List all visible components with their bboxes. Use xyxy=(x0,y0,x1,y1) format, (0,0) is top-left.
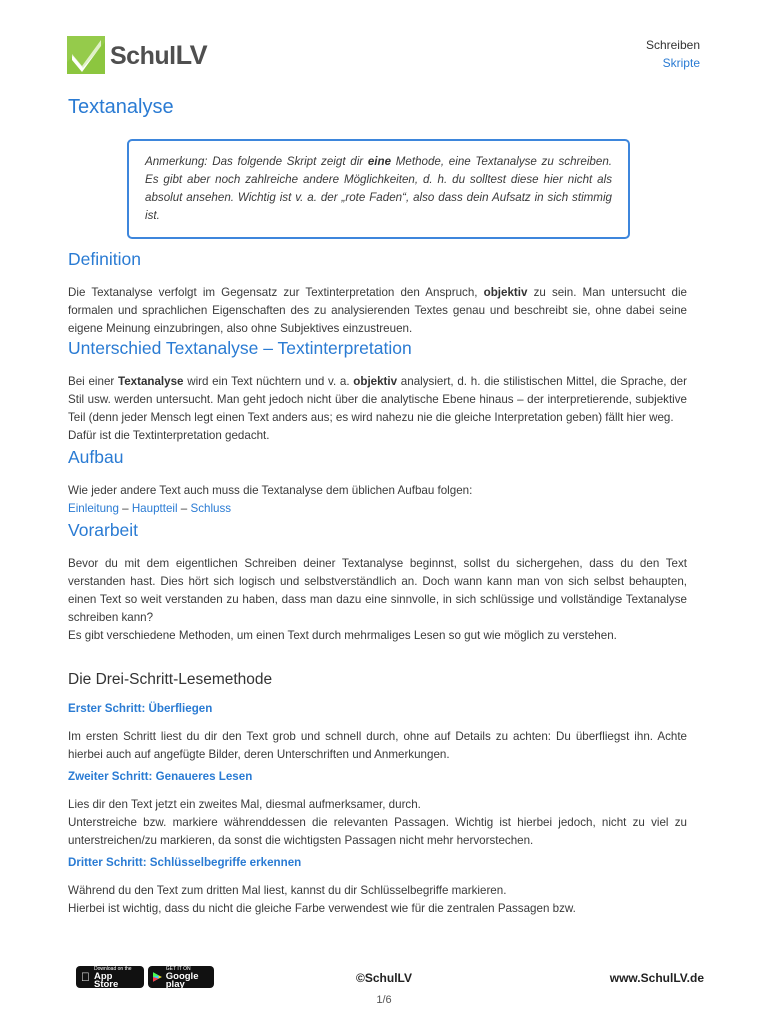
heading-vorarbeit: Vorarbeit xyxy=(68,520,139,540)
document-title: Textanalyse xyxy=(68,96,174,118)
text-segment: Methode, eine Textanalyse zu schreiben. Es gibt aber noch zahlreiche andere Möglichkeiten, d. h. du solltest diese hier nicht als absolut ansehen. Wichtig ist v. a. der „rote Faden“, also dass dein Aufsatz in sich stimmig ist. xyxy=(145,155,612,222)
google-play-label: Google play xyxy=(165,971,199,990)
note-box xyxy=(127,139,630,239)
vorarbeit-text-2: Es gibt verschiedene Methoden, um einen Text durch mehrmaliges Lesen so gut wie möglich zu verstehen. xyxy=(68,629,617,642)
checkmark-logo-icon xyxy=(67,36,105,74)
unterschied-text-2: Dafür ist die Textinterpretation gedacht. xyxy=(68,429,270,442)
bold-term: eine xyxy=(367,155,392,168)
vorarbeit-text: Bevor du mit dem eigentlichen Schreiben deiner Textanalyse beginnst, sollst du sichergehen, dass du den Text verstanden hast. Dies hört sich logisch und selbstverständlich an. Doch wann kann man von sich selbst behaupten, einen Text so weit verstanden zu haben, dass man dazu eine sinnvolle, in sich schlüssige und vollständige Textanalyse schreiben kann? xyxy=(68,557,687,624)
app-store-label: App Store xyxy=(85,975,131,986)
link-schluss[interactable]: Schluss xyxy=(190,502,232,515)
step2-text-2: Unterstreiche bzw. markiere währenddessen die relevanten Passagen. Wichtig ist hierbei jedoch, nicht zu viel zu unterstreichen/zu markieren, da sonst die wichtigsten Passagen nicht mehr hervorstechen. xyxy=(68,816,687,847)
heading-aufbau: Aufbau xyxy=(68,447,124,467)
step3-text: Während du den Text zum dritten Mal liest, kannst du dir Schlüsselbegriffe markieren. xyxy=(68,884,507,897)
bold-term: objektiv xyxy=(353,375,398,388)
step3-text-2: Hierbei ist wichtig, dass du nicht die gleiche Farbe verwendest wie für die zentralen Passagen bzw. xyxy=(68,902,576,915)
step2-text: Lies dir den Text jetzt ein zweites Mal, diesmal aufmerksamer, durch. xyxy=(68,798,421,811)
text-segment: analysiert, d. h. die stilistischen Mittel, die Sprache, der Stil usw. werden untersucht. Man geht jedoch nicht über die analytische Ebene hinaus – der interpretierende, subjektive Teil (denn jeder Mensch legt einen Text anders aus; es wird nahezu nie die gleiche Interpretation geben) fällt hier weg. xyxy=(68,375,687,424)
google-play-small-text: GET IT ON xyxy=(165,966,191,972)
text-segment: wird ein Text nüchtern und v. a. xyxy=(183,375,354,388)
aufbau-links xyxy=(68,500,687,518)
step3-title: Dritter Schritt: Schlüsselbegriffe erkennen xyxy=(68,856,302,869)
aufbau-text: Wie jeder andere Text auch muss die Textanalyse dem üblichen Aufbau folgen: xyxy=(68,484,473,497)
heading-definition: Definition xyxy=(68,249,141,269)
step1-title: Erster Schritt: Überfliegen xyxy=(68,702,213,715)
separator: – xyxy=(177,502,191,515)
bold-term: objektiv xyxy=(483,286,528,299)
heading-drei-schritt: Die Drei-Schritt-Lesemethode xyxy=(68,671,273,688)
definition-text xyxy=(68,284,687,338)
category-label: Schreiben xyxy=(645,38,700,52)
document-body xyxy=(68,96,687,918)
bold-term: Textanalyse xyxy=(117,375,184,388)
text-segment: Bei einer xyxy=(68,375,118,388)
separator: – xyxy=(118,502,132,515)
text-segment: Anmerkung: Das folgende Skript zeigt dir xyxy=(145,155,368,168)
subcategory-link[interactable]: Skripte xyxy=(662,56,700,70)
step2-title: Zweiter Schritt: Genaueres Lesen xyxy=(68,770,253,783)
app-store-small-text: Download on the xyxy=(85,970,123,976)
unterschied-text xyxy=(68,373,687,427)
schullv-logo[interactable] xyxy=(67,36,207,74)
text-segment: zu sein. Man untersucht die formalen und sprachlichen Eigenschaften des zu analysierenden Textes genau und beschreibt sie, ohne dabei seine eigene Meinung einzubringen, also ohne Subjektives einzustreuen. xyxy=(68,286,687,335)
link-einleitung[interactable]: Einleitung xyxy=(68,502,119,515)
page-number: 1/6 xyxy=(376,994,392,1006)
header-breadcrumb xyxy=(646,36,700,72)
copyright: ©SchulLV xyxy=(356,971,412,985)
text-segment: Die Textanalyse verfolgt im Gegensatz zur Textinterpretation den Anspruch, xyxy=(68,286,484,299)
link-hauptteil[interactable]: Hauptteil xyxy=(131,502,178,515)
step1-text: Im ersten Schritt liest du dir den Text grob und schnell durch, ohne auf Details zu achten: Du überfliegst ihn. Achte hierbei auch auf angefügte Bilder, deren Unterschriften und Anmerkungen. xyxy=(68,730,687,761)
heading-unterschied: Unterschied Textanalyse – Textinterpretation xyxy=(68,338,412,358)
website-link[interactable]: www.SchulLV.de xyxy=(609,971,704,985)
logo-text: SchulLV xyxy=(110,39,208,70)
